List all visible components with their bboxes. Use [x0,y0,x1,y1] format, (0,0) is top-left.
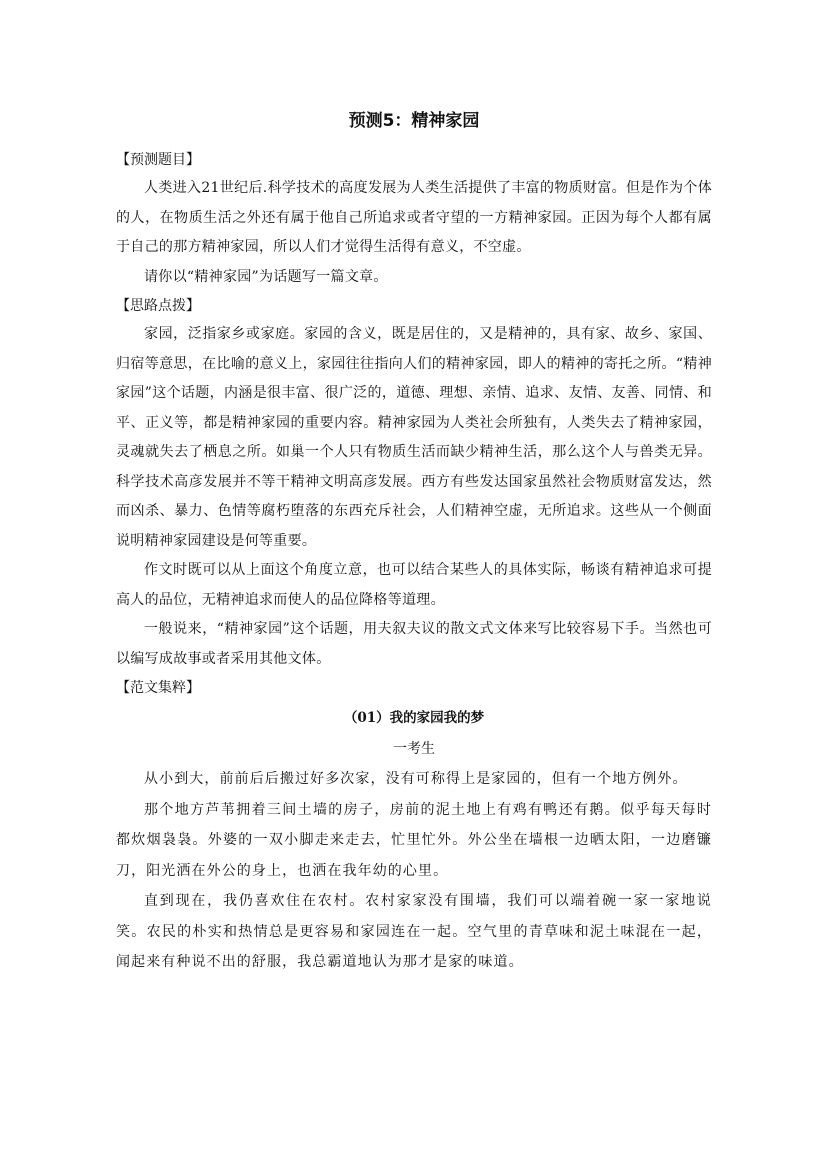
section-heading-samples: 【范文集粹】 [116,680,200,696]
page-title: 预测5：精神家园 [348,111,480,131]
essay-title: （01）我的家园我的梦 [343,710,485,726]
essay-paragraph: 那个地方芦苇拥着三间土墙的房子，房前的泥土地上有鸡有鸭还有鹅。似乎每天每时都炊烟袅袅。外婆的一双小脚走来走去，忙里忙外。外公坐在墙根一边晒太阳，一边磨镰刀，阳光洒在外公的身上，也洒在我年幼的心里。 [116,801,712,879]
prompt-paragraph: 人类进入21世纪后.科学技术的高度发展为人类生活提供了丰富的物质财富。但是作为个体的人，在物质生活之外还有属于他自己所追求或者守望的一方精神家园。正因为每个人都有属于自己的那方精神家园，所以人们才觉得生活得有意义，不空虚。 [116,180,712,255]
prompt-paragraph: 请你以“精神家园”为话题写一篇文章。 [144,268,388,285]
hint-paragraph: 一般说来，“精神家园”这个话题，用夫叙夫议的散文式文体来写比较容易下手。当然也可以编写成故事或者采用其他文体。 [116,621,712,667]
essay-paragraph: 从小到大，前前后后搬过好多次家，没有可称得上是家园的，但有一个地方例外。 [144,771,688,787]
hint-paragraph: 作文时既可以从上面这个角度立意，也可以结合某些人的具体实际，畅谈有精神追求可提高人的品位，无精神追求而使人的品位降格等道理。 [116,562,712,608]
hint-paragraph: 家园，泛指家乡或家庭。家园的含义，既是居住的，又是精神的，具有家、故乡、家国、归宿等意思，在比喻的意义上，家园往往指向人们的精神家园，即人的精神的寄托之所。“精神家园”这个话题，内涵是很丰富、很广泛的，道德、理想、亲情、追求、友情、友善、同情、和平、正义等，都是精神家园的重要内容。精神家园为人类社会所独有，人类失去了精神家园，灵魂就失去了栖息之所。如巢一个人只有物质生活而缺少精神生活，那么这个人与兽类无异。科学技术高彦发展并不等干精神文明高彦发展。西方有些发达国家虽然社会物质财富发达，然而凶杀、暴力、色情等腐朽堕落的东西充斥社会，人们精神空虚，无所追求。这些从一个侧面说明精神家园建设是何等重要。 [116,326,712,549]
essay-author: 一考生 [393,741,435,757]
essay-paragraph: 直到现在，我仍喜欢住在农村。农村家家没有围墙，我们可以端着碗一家一家地说笑。农民的朴实和热情总是更容易和家园连在一起。空气里的青草味和泥土味混在一起，闻起来有种说不出的舒服，我总霸道地认为那才是家的味道。 [116,893,712,970]
document-page [116,108,712,978]
section-heading-prompt: 【预测题目】 [116,152,200,168]
section-heading-hint: 【思路点拨】 [116,298,200,314]
